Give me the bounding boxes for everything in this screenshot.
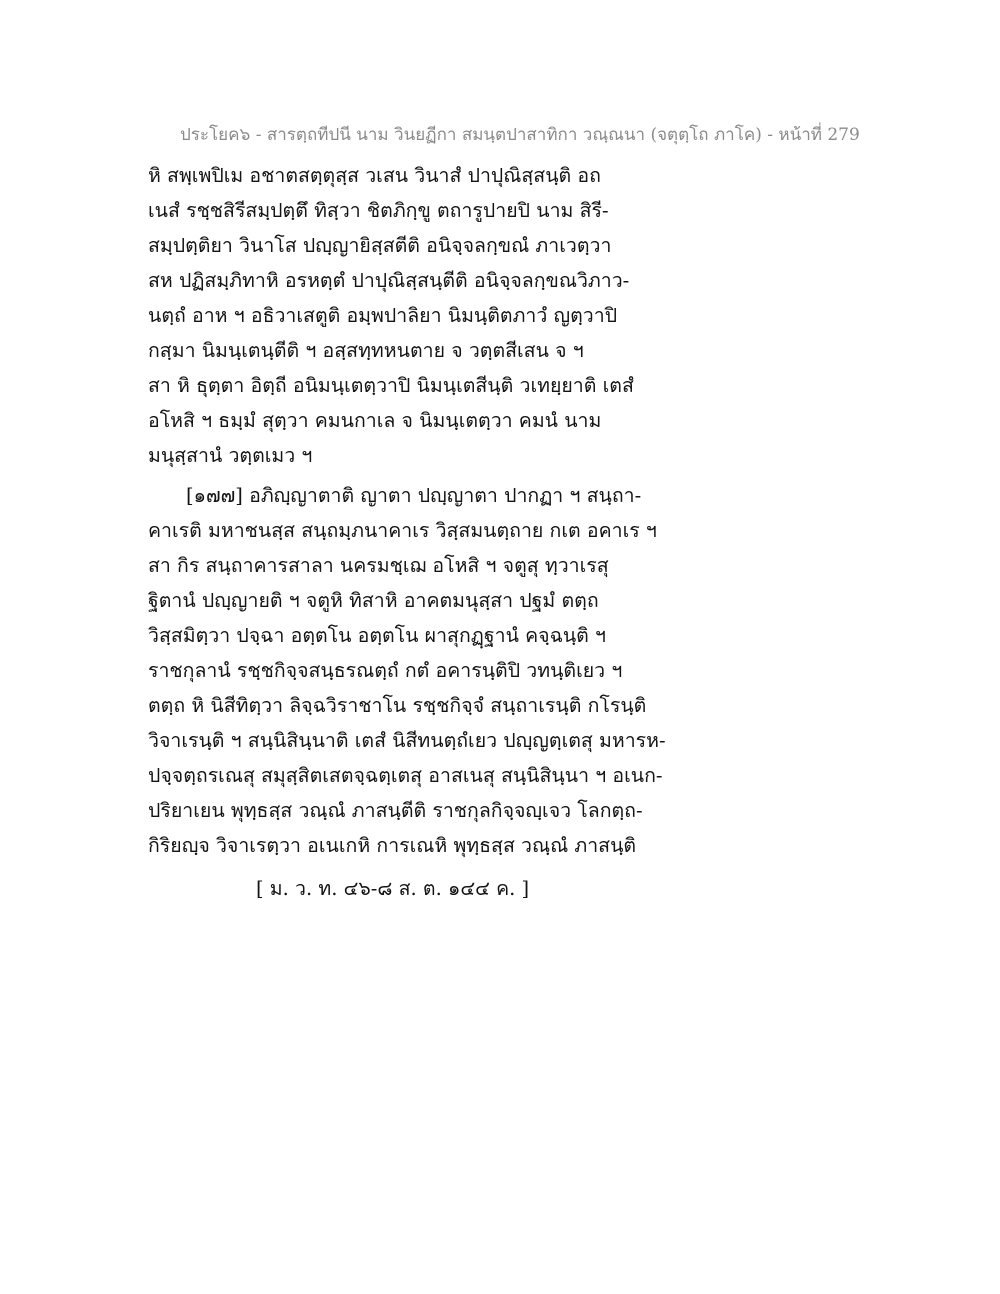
text-line: นตฺถํ อาห ฯ อธิวาเสตูติ อมฺพปาลิยา นิมนฺติตภาวํ ญตฺวาปิ [148, 304, 618, 327]
text-line: อโหสิ ฯ ธมฺมํ สุตฺวา คมนกาเล จ นิมนฺเตตฺวา คมนํ นาม [148, 409, 602, 432]
text-line: ปจฺจตฺถรเณสุ สมุสฺสิตเสตจฺฉตฺเตสุ อาสเนสุ สนฺนิสินฺนา ฯ อเนก- [148, 764, 663, 787]
text-line: สห ปฏิสมฺภิทาหิ อรหตฺตํ ปาปุณิสฺสนฺตีติ อนิจฺจลกฺขณวิภาว- [148, 269, 630, 292]
body-text [148, 158, 848, 906]
paragraph-1 [148, 158, 848, 473]
text-line: หิ สพฺเพปิเม อชาตสตฺตุสฺส วเสน วินาสํ ปาปุณิสฺสนฺติ อถ [148, 164, 601, 187]
text-line: มนุสฺสานํ วตฺตเมว ฯ [148, 444, 313, 467]
text-line: ตตฺถ หิ นิสีทิตฺวา ลิจฺฉวิราชาโน รชฺชกิจฺจํ สนฺถาเรนฺติ กโรนฺติ [148, 694, 647, 717]
text-line: ปริยาเยน พุทฺธสฺส วณฺณํ ภาสนฺตีติ ราชกุลกิจฺจญฺเจว โลกตฺถ- [148, 799, 643, 822]
text-line: คาเรติ มหาชนสฺส สนฺถมฺภนาคาเร วิสฺสมนตฺถาย กเต อคาเร ฯ [148, 519, 657, 542]
text-line: วิสฺสมิตฺวา ปจฺฉา อตฺตโน อตฺตโน ผาสุกฏฺฐานํ คจฺฉนฺติ ฯ [148, 624, 606, 647]
text-line: เนสํ รชฺชสิรีสมฺปตฺตึ ทิสฺวา ชิตภิกฺขู ตถารูปายปิ นาม สิรี- [148, 199, 609, 222]
citation-reference: [ ม. ว. ท. ๔๖-๘ ส. ต. ๑๔๔ ค. ] [256, 877, 530, 900]
text-line: วิจาเรนฺติ ฯ สนฺนิสินฺนาติ เตสํ นิสีทนตฺถํเยว ปญฺญตฺเตสุ มหารห- [148, 729, 666, 752]
text-line: สา หิ ธุตฺตา อิตฺถี อนิมนฺเตตฺวาปิ นิมนฺเตสีนฺติ วเทยฺยาติ เตสํ [148, 374, 634, 397]
text-line: กสฺมา นิมนฺเตนฺตีติ ฯ อสฺสทฺทหนตาย จ วตฺตสีเสน จ ฯ [148, 339, 584, 362]
page-header: ประโยค๖ - สารตฺถทีปนี นาม วินยฏีกา สมนฺตปาสาทิกา วณฺณนา (จตุตฺโถ ภาโค) - หน้าที่ 279 [180, 125, 860, 145]
text-line: สา กิร สนฺถาคารสาลา นครมชฺเฌ อโหสิ ฯ จตูสุ ทฺวาเรสุ [148, 554, 609, 577]
text-line: [๑๗๗] อภิญฺญาตาติ ญาตา ปญฺญาตา ปากฏา ฯ สนฺถา- [186, 484, 642, 507]
paragraph-2 [148, 478, 848, 863]
text-line: ฐิตานํ ปญฺญายติ ฯ จตูหิ ทิสาหิ อาคตมนุสฺสา ปฐมํ ตตฺถ [148, 589, 599, 612]
text-line: กิริยญฺจ วิจาเรตฺวา อเนเกหิ การเณหิ พุทฺธสฺส วณฺณํ ภาสนฺติ [148, 834, 637, 857]
text-line: ราชกุลานํ รชฺชกิจฺจสนฺธรณตฺถํ กตํ อคารนฺติปิ วทนฺติเยว ฯ [148, 659, 623, 682]
text-line: สมฺปตฺติยา วินาโส ปญฺญายิสฺสตีติ อนิจฺจลกฺขณํ ภาเวตฺวา [148, 234, 612, 257]
